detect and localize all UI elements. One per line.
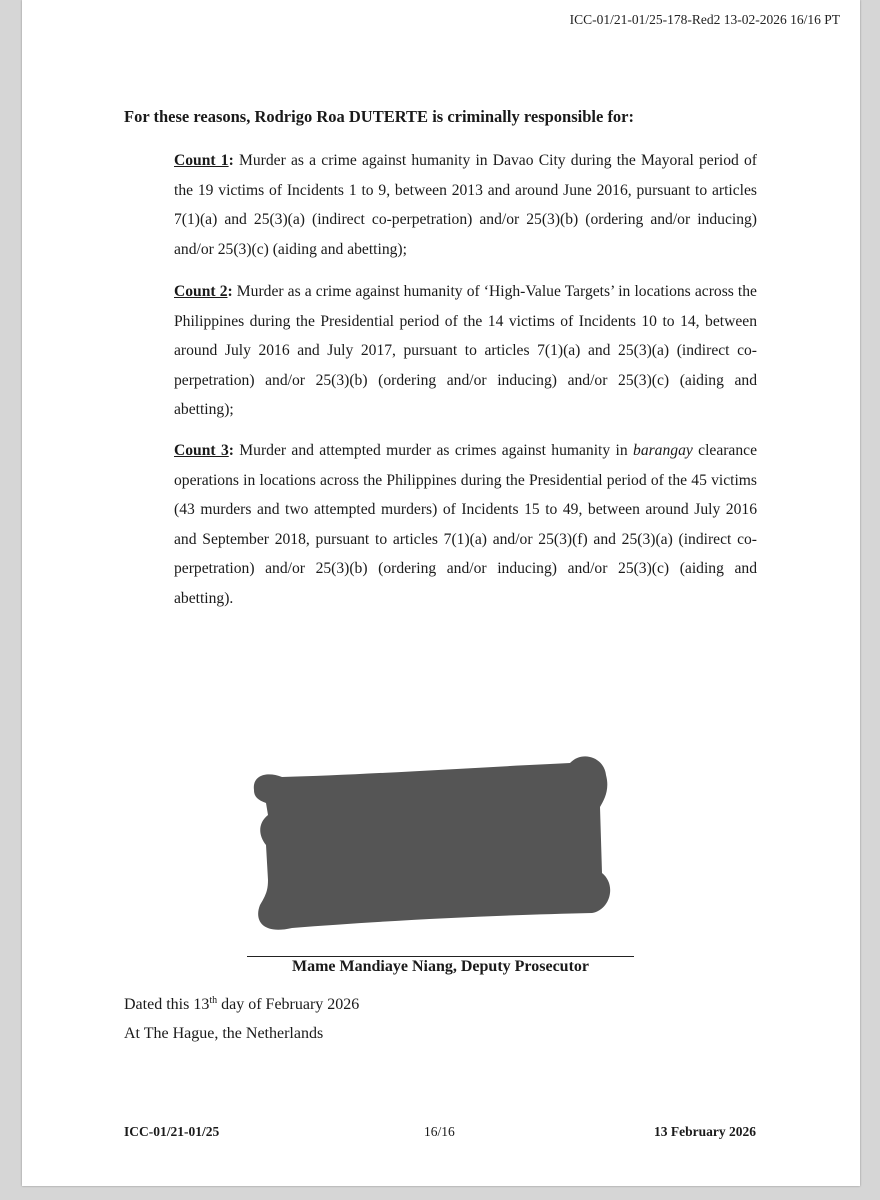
count-3-colon: :	[228, 442, 234, 459]
signature-line	[247, 956, 634, 957]
count-3-text-before: Murder and attempted murder as crimes against humanity in	[233, 442, 634, 459]
count-2-label: Count 2	[174, 283, 228, 300]
count-1-paragraph	[174, 146, 757, 264]
count-2-colon: :	[227, 283, 233, 300]
dated-rest: day of February 2026	[217, 996, 360, 1013]
dated-ordinal-suffix: th	[209, 995, 218, 1006]
count-3-paragraph	[174, 436, 757, 613]
document-page	[22, 0, 860, 1186]
count-2-paragraph	[174, 277, 757, 425]
count-3-label: Count 3	[174, 442, 229, 459]
footer-page-number: 16/16	[424, 1124, 455, 1139]
intro-statement: For these reasons, Rodrigo Roa DUTERTE is criminally responsible for:	[124, 107, 635, 126]
footer-case-number: ICC-01/21-01/25	[124, 1124, 220, 1139]
signing-place: At The Hague, the Netherlands	[124, 1025, 324, 1042]
count-1-label: Count 1	[174, 152, 229, 169]
dated-line	[124, 996, 359, 1014]
count-3-text-after: clearance operations in locations across the Philippines during the Presidential period of the 45 victims (43 murders and two attempted murders) of Incidents 15 to 49, between around July 2016 and September 2018, pursuant to articles 7(1)(a) and/or 25(3)(f) and 25(3)(a) (indirect co-perpetration) and/or 25(3)(b) (ordering and/or inducing) and/or 25(3)(c) (aiding and abetting).	[174, 442, 757, 607]
signer-name: Mame Mandiaye Niang, Deputy Prosecutor	[292, 958, 589, 975]
document-reference-header: ICC-01/21-01/25-178-Red2 13-02-2026 16/16 PT	[569, 12, 840, 27]
dated-prefix: Dated this 13	[124, 996, 210, 1013]
count-3-italic-term: barangay	[633, 442, 693, 459]
redacted-signature	[232, 745, 612, 950]
count-2-text: Murder as a crime against humanity of ‘High-Value Targets’ in locations across the Philippines during the Presidential period of the 14 victims of Incidents 10 to 14, between around July 2016 and July 2017, pursuant to articles 7(1)(a) and 25(3)(a) (indirect co-perpetration) and/or 25(3)(b) (ordering and/or inducing) and/or 25(3)(c) (aiding and abetting);	[174, 283, 757, 418]
signature-redaction-mark	[254, 756, 610, 929]
footer-date: 13 February 2026	[654, 1124, 756, 1139]
count-1-colon: :	[228, 152, 234, 169]
count-1-text: Murder as a crime against humanity in Davao City during the Mayoral period of the 19 victims of Incidents 1 to 9, between 2013 and around June 2016, pursuant to articles 7(1)(a) and 25(3)(a) (indirect co-perpetration) and/or 25(3)(b) (ordering and/or inducing) and/or 25(3)(c) (aiding and abetting);	[174, 152, 758, 258]
